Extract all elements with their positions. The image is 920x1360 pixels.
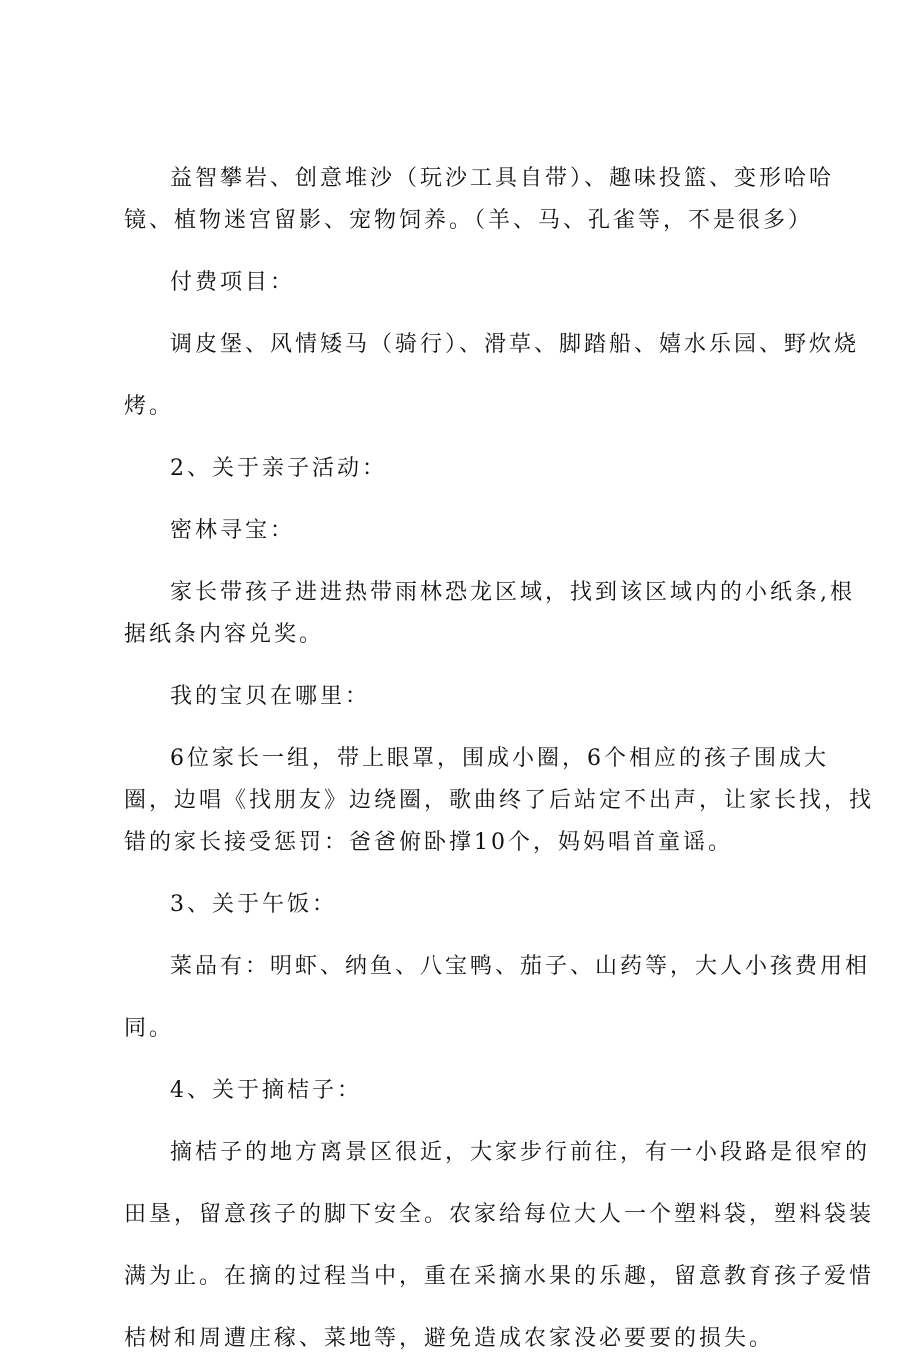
document-body (124, 158, 875, 1360)
section-heading: 3、关于午饭： (170, 892, 337, 917)
paragraph-line: 菜品有：明虾、纳鱼、八宝鸭、茄子、山药等，大人小孩费用相 (170, 954, 871, 979)
paragraph-line: 调皮堡、风情矮马（骑行）、滑草、脚踏船、嬉水乐园、野炊烧 (170, 332, 860, 357)
section-label: 密林寻宝： (170, 518, 296, 543)
paragraph-line: 圈，边唱《找朋友》边绕圈，歌曲终了后站定不出声，让家长找，找 (124, 788, 875, 813)
paragraph-line: 家长带孩子进进热带雨林恐龙区域，找到该区域内的小纸条,根 (170, 580, 855, 605)
paragraph-line: 6位家长一组，带上眼罩，围成小圈，6个相应的孩子围成大 (170, 746, 829, 771)
paragraph-line: 摘桔子的地方离景区很近，大家步行前往，有一小段路是很窄的 (170, 1140, 871, 1165)
section-heading: 2、关于亲子活动： (170, 456, 387, 481)
section-label: 我的宝贝在哪里： (170, 684, 371, 709)
paragraph-line: 镜、植物迷宫留影、宠物饲养。（羊、马、孔雀等，不是很多） (124, 208, 814, 233)
paragraph-line: 益智攀岩、创意堆沙（玩沙工具自带）、趣味投篮、变形哈哈 (170, 166, 835, 191)
paragraph-line: 错的家长接受惩罚：爸爸俯卧撑10个，妈妈唱首童谣。 (124, 830, 733, 855)
paragraph-line: 同。 (124, 1016, 175, 1041)
section-heading: 4、关于摘桔子： (170, 1078, 362, 1103)
paragraph-line: 满为止。在摘的过程当中，重在采摘水果的乐趣，留意教育孩子爱惜 (124, 1264, 875, 1289)
paragraph-line: 桔树和周遭庄稼、菜地等，避免造成农家没必要要的损失。 (124, 1326, 775, 1351)
paragraph-line: 田垦，留意孩子的脚下安全。农家给每位大人一个塑料袋，塑料袋装 (124, 1202, 875, 1227)
paragraph-line: 烤。 (124, 394, 175, 419)
paragraph-line: 据纸条内容兑奖。 (124, 622, 325, 647)
section-label: 付费项目： (170, 270, 296, 295)
